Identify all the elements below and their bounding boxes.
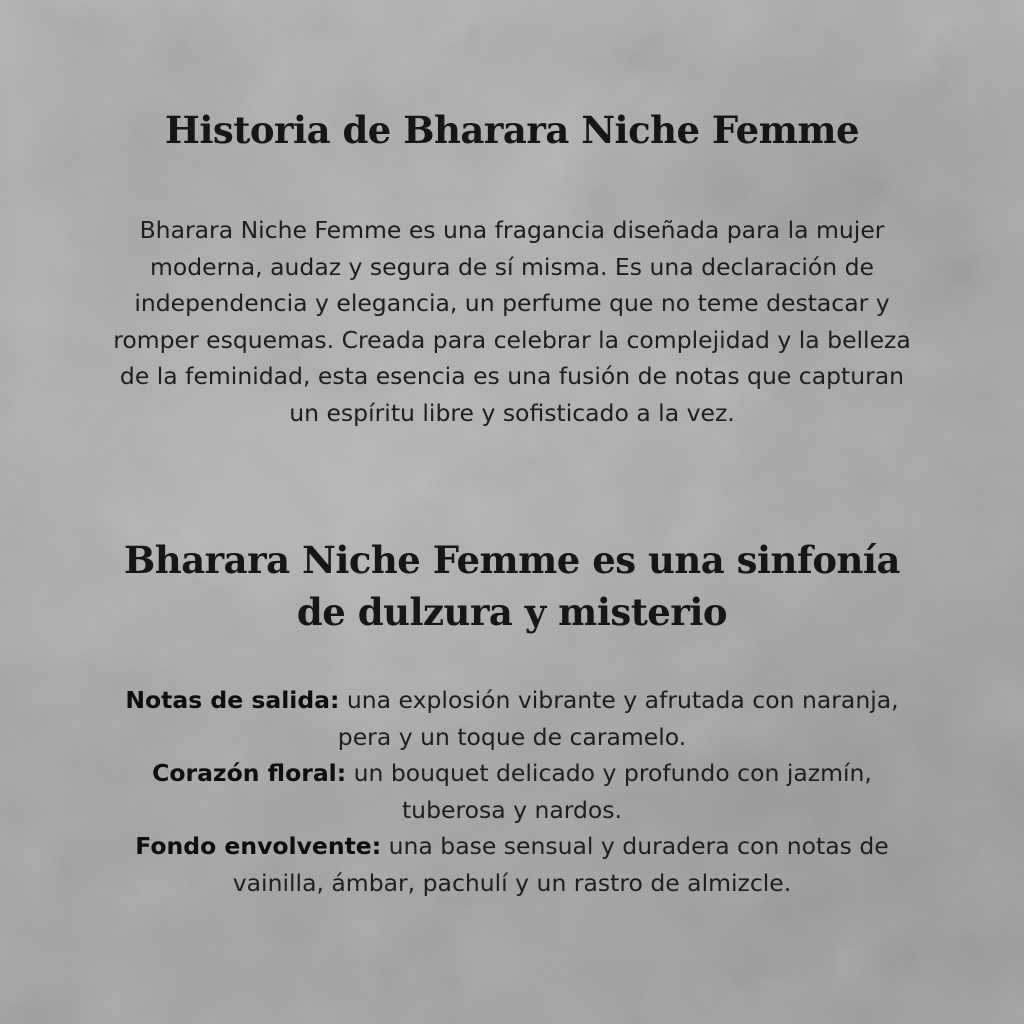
section-subtitle <box>0 534 1024 638</box>
note-label: Corazón floral: <box>152 759 347 787</box>
note-text: una base sensual y duradera con notas de <box>381 832 889 860</box>
note-label: Notas de salida: <box>125 686 340 714</box>
note-label: Fondo envolvente: <box>135 832 382 860</box>
intro-line: un espíritu libre y sofisticado a la vez. <box>289 398 735 427</box>
note-text: pera y un toque de caramelo. <box>337 722 687 751</box>
intro-line: independencia y elegancia, un perfume que no teme destacar y <box>134 289 890 317</box>
note-text: un bouquet delicado y profundo con jazmín, <box>346 759 872 787</box>
intro-line: Bharara Niche Femme es una fragancia diseñada para la mujer <box>139 216 885 244</box>
intro-line: de la feminidad, esta esencia es una fusión de notas que capturan <box>119 362 905 390</box>
intro-line: moderna, audaz y segura de sí misma. Es una declaración de <box>149 252 875 281</box>
fragrance-notes <box>40 682 984 901</box>
subtitle-line: de dulzura y misterio <box>296 590 728 634</box>
note-base <box>40 828 984 901</box>
intro-paragraph <box>40 212 984 431</box>
note-top <box>40 682 984 755</box>
intro-line: romper esquemas. Creada para celebrar la complejidad y la belleza <box>113 325 911 354</box>
note-text: tuberosa y nardos. <box>401 795 623 824</box>
note-text: vainilla, ámbar, pachulí y un rastro de almizcle. <box>232 868 792 897</box>
page-title: Historia de Bharara Niche Femme <box>164 108 860 152</box>
note-heart <box>40 755 984 828</box>
subtitle-line: Bharara Niche Femme es una sinfonía <box>124 538 900 582</box>
note-text: una explosión vibrante y afrutada con naranja, <box>339 686 899 714</box>
